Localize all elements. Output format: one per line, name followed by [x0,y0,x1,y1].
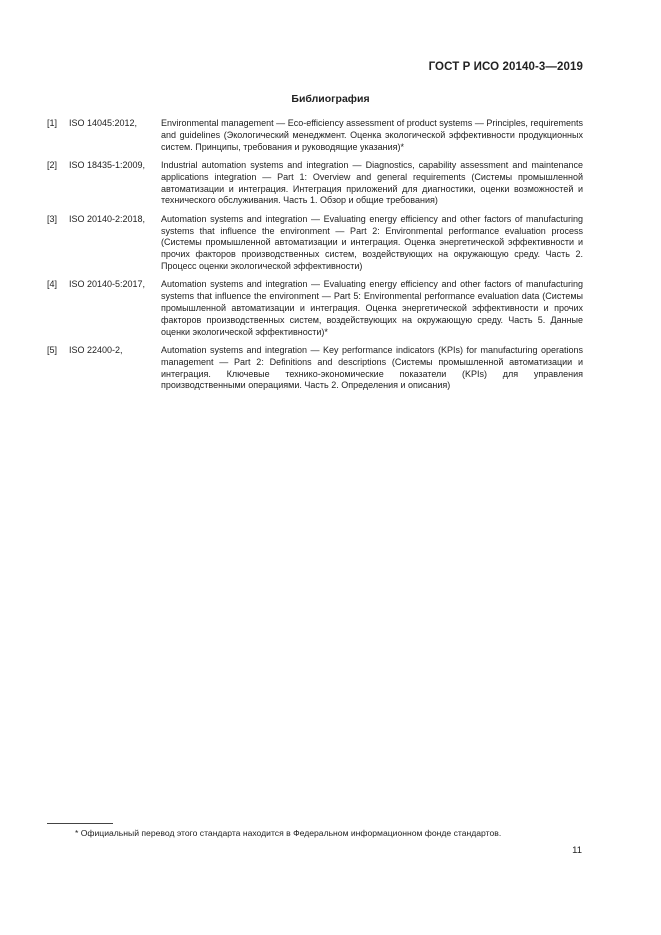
footnote: * Официальный перевод этого стандарта находится в Федеральном информационном фонде стандартов. [75,828,502,838]
entry-code: ISO 22400-2, [69,344,123,355]
entry-text: Automation systems and integration — Evaluating energy efficiency and other factors of manufacturing systems that influence the environment — Part 2: Environmental performance evaluation process (Системы промышленной автоматизации и интеграция. Оценка энергетической эффективности и прочих факторов производственных систем, воздействующих на окружающую среду. Часть 2. Процесс оценки экологической эффективности) [161,213,583,271]
entry-number: [5] [47,344,58,355]
bibliography-entry [47,118,583,153]
entry-code: ISO 20140-2:2018, [69,213,146,224]
entry-number: [1] [47,118,58,128]
document-header: ГОСТ Р ИСО 20140-3—2019 [428,61,583,73]
bibliography-entry [47,214,583,273]
bibliography-entry [47,279,583,338]
entry-number: [3] [47,213,58,224]
entry-text: Automation systems and integration — Evaluating energy efficiency and other factors of manufacturing systems that influence the environment — Part 5: Environmental performance evaluation data (Системы промышленной автоматизации и интеграция. Оценка энергетической эффективности и прочих факторов производственных систем, воздействующих на окружающую среду. Часть 5. Данные оценки экологической эффективности)* [161,279,583,337]
entry-text: Automation systems and integration — Key performance indicators (KPIs) for manufacturing operations management — Part 2: Definitions and descriptions (Системы промышленной автоматизации и интеграция. Ключевые технико-экономические показатели (KPIs) для управления производственными операциями. Часть 2. Определения и описания) [161,344,583,391]
entry-text: Environmental management — Eco-efficiency assessment of product systems — Principles, requirements and guidelines (Экологический менеджмент. Оценка экологической эффективности продукционных систем. Принципы, требования и руководящие указания)* [161,118,583,152]
entry-code: ISO 20140-5:2017, [69,279,146,290]
page-number: 11 [572,845,582,856]
entry-code: ISO 14045:2012, [69,118,138,128]
footnote-separator [47,823,113,824]
bibliography-list [47,118,583,399]
entry-text: Industrial automation systems and integration — Diagnostics, capability assessment and maintenance applications integration — Part 1: Overview and general requirements (Системы промышленной автоматизации и интеграция. Интеграция приложений для диагностики, оценки возможностей и технического обслуживания. Часть 1. Обзор и общие требования) [161,159,583,206]
bibliography-title: Библиография [291,93,370,105]
entry-code: ISO 18435-1:2009, [69,159,146,170]
entry-number: [4] [47,279,58,290]
entry-number: [2] [47,159,58,170]
bibliography-entry [47,345,583,392]
bibliography-entry [47,160,583,207]
